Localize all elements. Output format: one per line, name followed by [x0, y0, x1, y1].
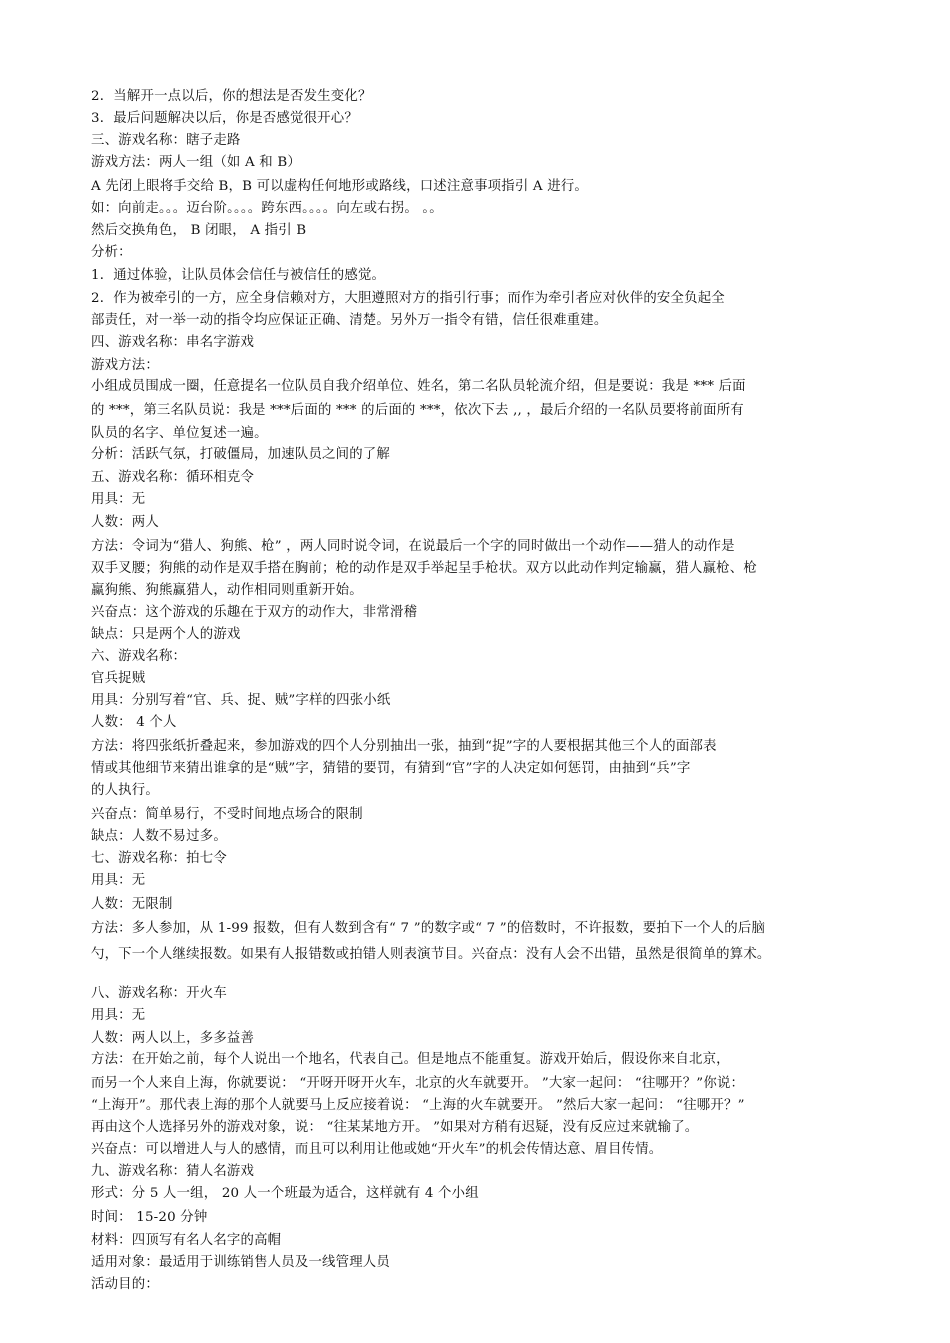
text-line: 方法：将四张纸折叠起来，参加游戏的四个人分别抽出一张，抽到“捉”字的人要根据其他三个人的面部表	[91, 739, 717, 754]
text-line: 如：向前走。。。迈台阶。。。。跨东西。。。。向左或右拐。 。。	[91, 201, 443, 216]
section-heading: 三、游戏名称：瞎子走路	[91, 133, 241, 148]
text-line: 用具：无	[91, 492, 146, 507]
text-line: 情或其他细节来猜出谁拿的是“贼”字，猜错的要罚，有猜到“官”字的人决定如何惩罚，由抽到“兵”字	[91, 761, 691, 776]
section-heading: 九、游戏名称：猜人名游戏	[91, 1164, 255, 1179]
text-line: 游戏方法：两人一组（如 A 和 B）	[91, 155, 301, 170]
text-line: 兴奋点：可以增进人与人的感情，而且可以利用让他或她“开火车”的机会传情达意、眉目传情。	[91, 1142, 663, 1157]
text-line: 用具：无	[91, 1008, 146, 1023]
text-line: 人数：无限制	[91, 897, 173, 912]
text-line: 方法：令词为“猎人、狗熊、枪” ，两人同时说令词，在说最后一个字的同时做出一个动作——猎人的动作是	[91, 539, 735, 554]
text-line: 形式：分 5 人一组， 20 人一个班最为适合，这样就有 4 个小组	[91, 1186, 479, 1201]
text-line: 人数：两人	[91, 515, 159, 530]
text-line: 勺，下一个人继续报数。如果有人报错数或拍错人则表演节目。兴奋点：没有人会不出错，虽然是很简单的算术。	[91, 947, 771, 962]
text-line: 适用对象：最适用于训练销售人员及一线管理人员	[91, 1255, 390, 1270]
text-line: 而另一个人来自上海，你就要说： “开呀开呀开火车，北京的火车就要开。 ”大家一起问： “往哪开？”你说：	[91, 1076, 745, 1091]
section-heading: 七、游戏名称：拍七令	[91, 851, 227, 866]
text-line: 方法：在开始之前，每个人说出一个地名，代表自己。但是地点不能重复。游戏开始后，假设你来自北京，	[91, 1052, 730, 1067]
section-heading: 四、游戏名称：串名字游戏	[91, 335, 255, 350]
text-line: 的 ***，第三名队员说：我是 ***后面的 *** 的后面的 ***，依次下去 ,, ，最后介绍的一名队员要将前面所有	[91, 403, 744, 418]
text-line: 分析：	[91, 245, 132, 260]
text-line: “上海开”。那代表上海的那个人就要马上反应接着说： “上海的火车就要开。 ”然后大家一起问： “往哪开？”	[91, 1098, 745, 1113]
text-line: 赢狗熊、狗熊赢猎人，动作相同则重新开始。	[91, 583, 363, 598]
text-line: 时间： 15-20 分钟	[91, 1210, 208, 1225]
text-line: 分析：活跃气氛，打破僵局，加速队员之间的了解	[91, 447, 390, 462]
text-line: 的人执行。	[91, 783, 159, 798]
text-line: 方法：多人参加，从 1-99 报数，但有人数到含有“ 7 ”的数字或“ 7 ”的倍数时，不许报数，要拍下一个人的后脑	[91, 921, 766, 936]
text-line: 人数：两人以上，多多益善	[91, 1031, 255, 1046]
text-line: 小组成员围成一圈，任意提名一位队员自我介绍单位、姓名，第二名队员轮流介绍，但是要说：我是 *** 后面	[91, 379, 746, 394]
text-line: 双手叉腰；狗熊的动作是双手搭在胸前；枪的动作是双手举起呈手枪状。双方以此动作判定输赢，猎人赢枪、枪	[91, 561, 757, 576]
text-line: 兴奋点：这个游戏的乐趣在于双方的动作大，非常滑稽	[91, 605, 418, 620]
text-line: 材料：四顶写有名人名字的高帽	[91, 1233, 282, 1248]
text-line: 人数： 4 个人	[91, 715, 177, 730]
text-line: 再由这个人选择另外的游戏对象，说： “往某某地方开。 ”如果对方稍有迟疑，没有反应过来就输了。	[91, 1120, 699, 1135]
text-line: 活动目的：	[91, 1277, 159, 1292]
text-line: 2．当解开一点以后，你的想法是否发生变化？	[91, 89, 372, 104]
text-line: 1．通过体验，让队员体会信任与被信任的感觉。	[91, 268, 386, 283]
section-heading: 八、游戏名称：开火车	[91, 986, 227, 1001]
section-heading: 六、游戏名称：	[91, 649, 187, 664]
text-line: A 先闭上眼将手交给 B，B 可以虚构任何地形或路线，口述注意事项指引 A 进行。	[91, 179, 589, 194]
text-line: 缺点：人数不易过多。	[91, 829, 227, 844]
text-line: 部责任，对一举一动的指令均应保证正确、清楚。另外万一指令有错，信任很难重建。	[91, 313, 608, 328]
section-heading: 五、游戏名称：循环相克令	[91, 470, 255, 485]
text-line: 然后交换角色， B 闭眼， A 指引 B	[91, 223, 307, 238]
text-line: 3．最后问题解决以后，你是否感觉很开心？	[91, 111, 358, 126]
text-line: 队员的名字、单位复述一遍。	[91, 426, 268, 441]
text-line: 用具：分别写着“官、兵、捉、贼”字样的四张小纸	[91, 693, 391, 708]
text-line: 2．作为被牵引的一方，应全身信赖对方，大胆遵照对方的指引行事；而作为牵引者应对伙伴的安全负起全	[91, 291, 725, 306]
text-line: 缺点：只是两个人的游戏	[91, 627, 241, 642]
text-line: 官兵捉贼	[91, 671, 146, 686]
text-line: 兴奋点：简单易行，不受时间地点场合的限制	[91, 807, 363, 822]
text-line: 用具：无	[91, 873, 146, 888]
text-line: 游戏方法：	[91, 358, 159, 373]
